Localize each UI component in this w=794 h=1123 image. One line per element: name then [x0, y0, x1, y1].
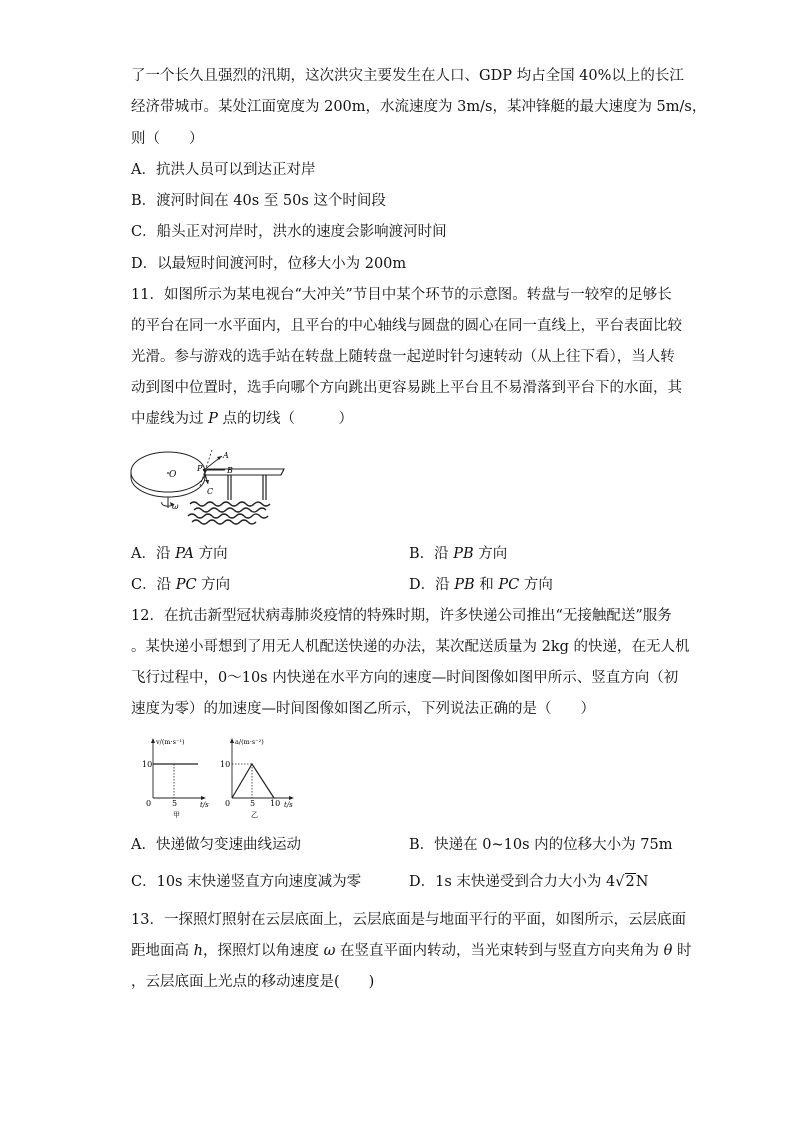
jia-caption: 甲	[173, 811, 180, 819]
q11-option-b-prefix: B．沿	[409, 546, 454, 562]
q13-line-2	[131, 941, 691, 961]
q10-line-1: 了一个长久且强烈的汛期，这次洪灾主要发生在人口、GDP 均占全国 40%以上的长江	[131, 68, 684, 84]
q11-label-p: P	[197, 464, 203, 473]
q10-option-d[interactable]: D．以最短时间渡河时，位移大小为 200m	[131, 256, 407, 272]
q12-line-3: 飞行过程中，0～10s 内快递在水平方向的速度—时间图像如图甲所示、竖直方向（初	[131, 670, 679, 686]
q13-var-h: h	[193, 943, 203, 959]
q11-line-5-post: 点的切线（ ）	[217, 411, 353, 427]
q11-point-p: P	[208, 411, 218, 427]
graph-jia	[142, 738, 209, 819]
q11-label-c: C	[207, 487, 214, 496]
jia-xtick-0: 0	[146, 799, 152, 808]
water-waves	[188, 502, 270, 524]
q11-line-5-pre: 中虚线为过	[131, 411, 209, 427]
graph-yi	[220, 738, 294, 819]
q13-var-omega: ω	[323, 943, 336, 959]
q10-option-b[interactable]: B．渡河时间在 40s 至 50s 这个时间段	[131, 193, 386, 209]
q11-option-d-prefix: D．沿	[409, 577, 455, 593]
q10-option-c[interactable]: C．船头正对河岸时，洪水的速度会影响渡河时间	[131, 224, 447, 240]
q13-line-2-post: 时	[672, 943, 692, 959]
yi-xlabel: t/s	[284, 801, 293, 809]
q13-line-3: ，云层底面上光点的移动速度是( )	[131, 974, 375, 990]
q10-line-2: 经济带城市。某处江面宽度为 200m，水流速度为 3m/s，某冲锋艇的最大速度为 5m/s，	[131, 99, 707, 115]
q13-line-2-pre: 距地面高	[131, 943, 194, 959]
q12-graphs-figure	[140, 734, 300, 820]
jia-ylabel: v/(m·s⁻¹)	[156, 738, 185, 746]
q12-line-4: 速度为零）的加速度—时间图像如图乙所示，下列说法正确的是（ ）	[131, 701, 595, 717]
q11-option-a-suffix: 方向	[194, 546, 228, 562]
q11-line-4: 动到图中位置时，选手向哪个方向跳出更容易跳上平台且不易滑落到平台下的水面，其	[131, 380, 682, 396]
q12-option-d[interactable]	[409, 872, 648, 892]
q11-option-d-suffix: 方向	[519, 577, 553, 593]
q12-option-d-prefix: D．1s 末快递受到合力大小为 4	[409, 874, 616, 890]
q11-option-a-prefix: A．沿	[131, 546, 176, 562]
q11-option-c[interactable]	[131, 575, 230, 595]
q10-option-a[interactable]: A．抗洪人员可以到达正对岸	[131, 162, 316, 178]
q10-line-3: 则（ ）	[131, 131, 204, 147]
q11-turntable-figure	[128, 446, 298, 528]
q12-option-a[interactable]: A．快递做匀变速曲线运动	[131, 837, 301, 853]
jia-xlabel: t/s	[200, 801, 209, 809]
q11-label-o: O	[169, 470, 177, 480]
jia-xtick-5: 5	[172, 799, 178, 808]
q11-option-c-suffix: 方向	[196, 577, 231, 593]
q11-line-5	[131, 409, 353, 429]
q12-option-b[interactable]: B．快递在 0~10s 内的位移大小为 75m	[409, 837, 673, 853]
yi-ylabel: a/(m·s⁻²)	[235, 738, 264, 746]
q11-label-b: B	[227, 466, 233, 475]
yi-xtick-10: 10	[270, 799, 281, 808]
q11-option-b[interactable]	[409, 544, 507, 564]
q11-label-omega: ω	[172, 502, 179, 511]
q13-line-2-mid2: 在竖直平面内转动，当光束转到与竖直方向夹角为	[335, 943, 664, 959]
jia-ytick-10: 10	[142, 760, 153, 769]
q11-option-a[interactable]	[131, 544, 228, 564]
sqrt-symbol: √2	[615, 874, 635, 890]
q11-option-d-var2: PC	[498, 577, 520, 593]
q11-option-d-mid: 和	[474, 577, 499, 593]
yi-caption: 乙	[251, 811, 258, 819]
q12-line-1: 12．在抗击新型冠状病毒肺炎疫情的特殊时期，许多快递公司推出“无接触配送”服务	[131, 608, 672, 624]
q13-line-1: 13．一探照灯照射在云层底面上，云层底面是与地面平行的平面，如图所示，云层底面	[131, 912, 686, 928]
q11-option-a-var: PA	[175, 546, 194, 562]
q12-option-d-radicand: 2	[625, 874, 635, 890]
yi-xtick-5: 5	[250, 799, 256, 808]
q11-option-d-var1: PB	[454, 577, 475, 593]
q11-option-b-suffix: 方向	[473, 546, 508, 562]
q11-line-2: 的平台在同一水平面内，且平台的中心轴线与圆盘的圆心在同一直线上，平台表面比较	[131, 318, 682, 334]
q13-line-2-mid: ，探照灯以角速度	[202, 943, 324, 959]
q11-line-3: 光滑。参与游戏的选手站在转盘上随转盘一起逆时针匀速转动（从上往下看），当人转	[131, 349, 675, 365]
q11-label-a: A	[223, 451, 229, 460]
q12-option-d-unit: N	[635, 874, 649, 890]
q12-option-c[interactable]: C．10s 末快递竖直方向速度减为零	[131, 874, 362, 890]
q11-option-c-prefix: C．沿	[131, 577, 176, 593]
q11-line-1: 11．如图所示为某电视台“大冲关”节目中某个环节的示意图。转盘与一较窄的足够长	[131, 287, 672, 303]
yi-ytick-10: 10	[220, 760, 231, 769]
yi-xtick-0: 0	[225, 799, 231, 808]
q13-var-theta: θ	[663, 943, 673, 959]
q12-line-2: 。某快递小哥想到了用无人机配送快递的办法，某次配送质量为 2kg 的快递，在无人机	[131, 639, 690, 655]
q11-option-d[interactable]	[409, 575, 553, 595]
q11-option-c-var: PC	[175, 577, 197, 593]
q11-option-b-var: PB	[453, 546, 474, 562]
